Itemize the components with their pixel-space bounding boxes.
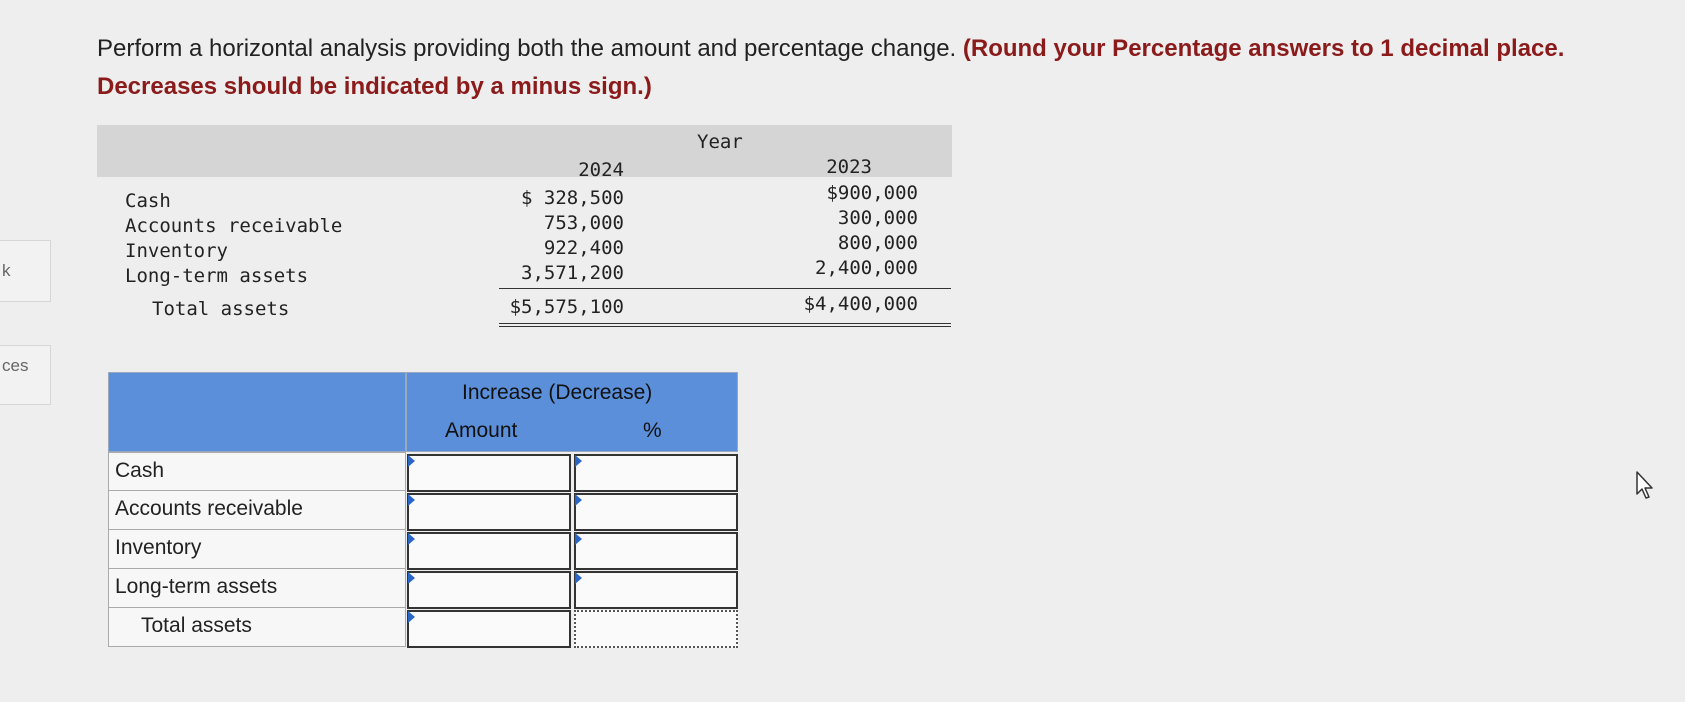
- given-row-label: Accounts receivable: [125, 215, 343, 237]
- given-value-2023: 800,000: [837, 232, 918, 254]
- lta-amount-input[interactable]: [407, 571, 571, 609]
- given-value-2023: $900,000: [826, 182, 918, 204]
- row-label: Total assets: [141, 614, 252, 637]
- col-2023-header: 2023: [826, 156, 872, 178]
- input-marker-icon: [408, 572, 415, 584]
- given-value-2024: 922,400: [543, 237, 624, 259]
- given-value-2024: $ 328,500: [521, 187, 624, 209]
- input-marker-icon: [575, 494, 582, 506]
- cash-amount-input[interactable]: [407, 454, 571, 492]
- answer-header-blank: [108, 372, 406, 452]
- row-label: Inventory: [115, 536, 202, 559]
- input-marker-icon: [408, 494, 415, 506]
- answer-header: [406, 372, 738, 452]
- increase-decrease-header: Increase (Decrease): [462, 381, 653, 404]
- pointer-cursor-icon: [1633, 470, 1657, 500]
- row-label: Cash: [115, 459, 165, 482]
- side-tab-label: k: [2, 261, 11, 280]
- input-marker-icon: [408, 455, 415, 467]
- total-percent-input[interactable]: [574, 610, 738, 648]
- given-row-label: Cash: [125, 190, 171, 212]
- lta-percent-input[interactable]: [574, 571, 738, 609]
- cash-percent-input[interactable]: [574, 454, 738, 492]
- inventory-amount-input[interactable]: [407, 532, 571, 570]
- given-value-2024: 753,000: [543, 212, 624, 234]
- row-label: Long-term assets: [115, 575, 278, 598]
- subtotal-rule: [499, 288, 951, 289]
- percent-column-header: %: [643, 419, 662, 442]
- side-tab-label: ces: [2, 356, 29, 375]
- answer-row-label: [108, 452, 406, 491]
- answer-row-label: [108, 491, 406, 530]
- ar-amount-input[interactable]: [407, 493, 571, 531]
- input-marker-icon: [575, 533, 582, 545]
- answer-row-label: [108, 530, 406, 569]
- row-label: Accounts receivable: [115, 497, 303, 520]
- given-table-header: [97, 125, 952, 177]
- total-double-rule: [499, 323, 951, 324]
- given-total-label: Total assets: [152, 298, 290, 320]
- instructions-text: Perform a horizontal analysis providing both the amount and percentage change.: [97, 35, 963, 62]
- input-marker-icon: [408, 611, 415, 623]
- total-amount-input[interactable]: [407, 610, 571, 648]
- instructions: [97, 30, 1667, 106]
- given-total-2024: $5,575,100: [509, 296, 624, 318]
- given-row-label: Inventory: [125, 240, 228, 262]
- given-value-2023: 2,400,000: [815, 257, 918, 279]
- given-value-2024: 3,571,200: [521, 262, 624, 284]
- amount-column-header: Amount: [445, 419, 518, 442]
- year-header: Year: [697, 131, 743, 153]
- input-marker-icon: [575, 572, 582, 584]
- answer-row-label: [108, 608, 406, 647]
- given-value-2023: 300,000: [837, 207, 918, 229]
- side-tab-ces[interactable]: [0, 345, 51, 405]
- answer-row-label: [108, 569, 406, 608]
- inventory-percent-input[interactable]: [574, 532, 738, 570]
- instructions-bold-text: (Round your Percentage answers to 1 decimal place. Decreases should be indicated by a minus sign.): [97, 35, 1565, 100]
- input-marker-icon: [408, 533, 415, 545]
- given-total-2023: $4,400,000: [803, 293, 918, 315]
- side-tab-k[interactable]: [0, 240, 51, 302]
- ar-percent-input[interactable]: [574, 493, 738, 531]
- given-row-label: Long-term assets: [125, 265, 309, 287]
- col-2024-header: 2024: [578, 159, 624, 181]
- input-marker-icon: [575, 455, 582, 467]
- total-double-rule: [499, 326, 951, 327]
- given-balance-table: [97, 125, 952, 325]
